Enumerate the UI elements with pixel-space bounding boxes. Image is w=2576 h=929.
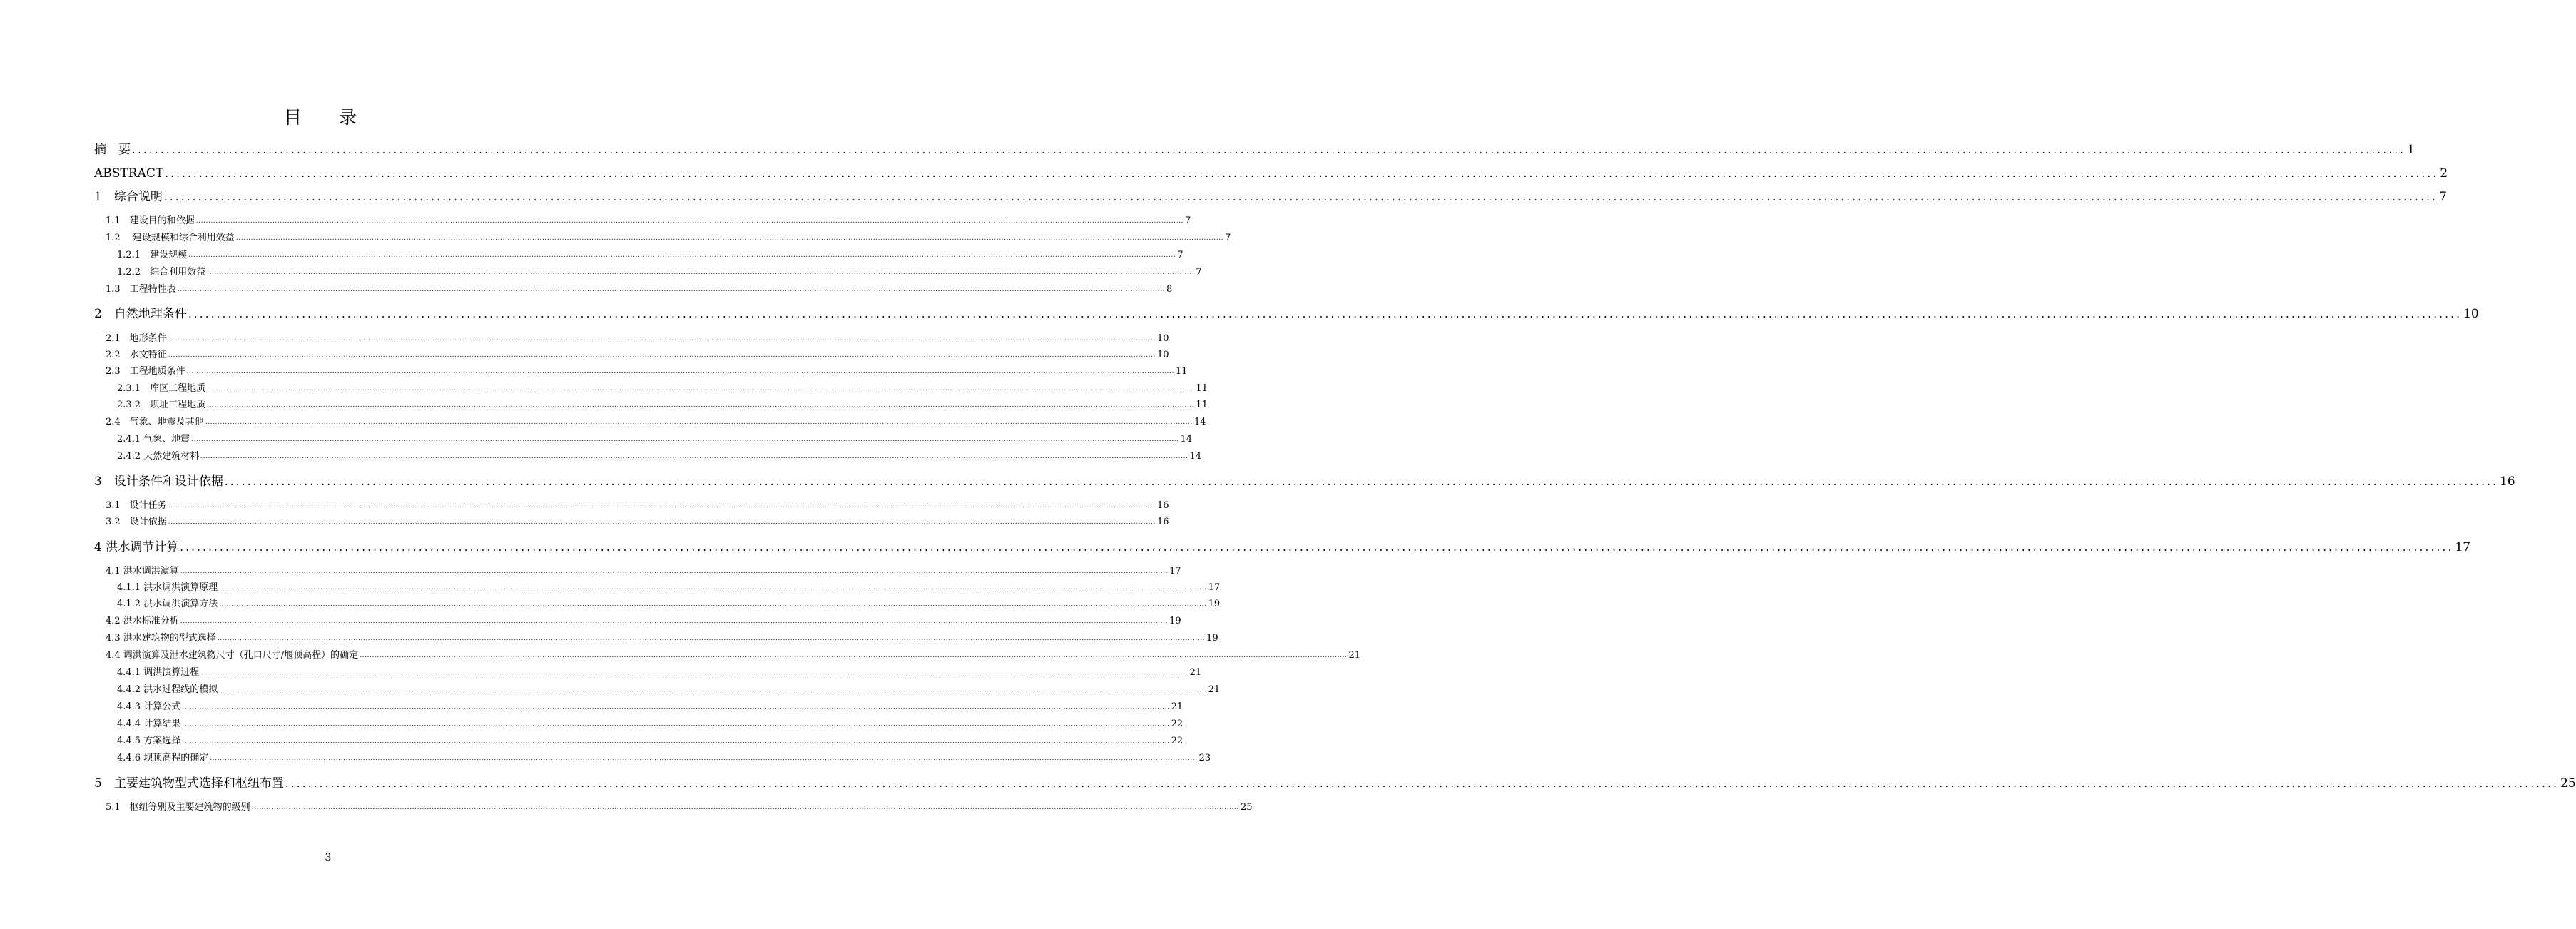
toc-entry[interactable] [106,214,1191,228]
toc-entry-page: 14 [1180,434,1193,445]
toc-entry-page: 21 [1189,667,1202,678]
toc-entry[interactable] [106,231,1231,245]
toc-leader-dots: ................................................................................................................................................................................................................................................................................................................................................................................................................ [200,453,1188,460]
toc-title: 目 录 [284,107,372,128]
toc-entry-label: 1.2 建设规模和综合利用效益 [106,233,235,243]
toc-leader-dots: ................................................................................................................................................................................................................................................................................................................................................................................................................ [207,385,1195,392]
toc-entry-page: 25 [1241,802,1253,813]
toc-entry-label: 5.1 枢纽等别及主要建筑物的级别 [106,802,250,813]
toc-entry-label: 4.4.1 调洪演算过程 [117,667,200,678]
toc-leader-dots: ................................................................................................................................................................................................................................................................................................................................................................................................................ [165,167,2439,180]
toc-leader-dots: ................................................................................................................................................................................................................................................................................................................................................................................................................ [132,143,2406,156]
toc-entry-page: 16 [1157,517,1169,527]
toc-leader-dots: ................................................................................................................................................................................................................................................................................................................................................................................................................ [180,568,1169,575]
toc-entry-page: 17 [1208,582,1221,593]
toc-entry-page: 7 [1177,250,1183,260]
toc-entry-label: 1.2.1 建设规模 [117,250,188,260]
toc-entry-label: 4.4.4 计算结果 [117,719,181,729]
toc-entry[interactable] [106,499,1169,513]
toc-entry-label: 4.4 调洪演算及泄水建筑物尺寸（孔口尺寸/堰顶高程）的确定 [106,650,359,661]
toc-entry-page: 10 [2463,307,2479,321]
toc-leader-dots: ................................................................................................................................................................................................................................................................................................................................................................................................................ [219,686,1207,694]
toc-leader-dots: ................................................................................................................................................................................................................................................................................................................................................................................................................ [210,755,1198,762]
toc-entry-label: 5 主要建筑物型式选择和枢纽布置 [94,776,284,791]
toc-entry[interactable] [117,700,1183,714]
toc-leader-dots: ................................................................................................................................................................................................................................................................................................................................................................................................................ [207,269,1195,276]
toc-entry[interactable] [117,432,1193,447]
toc-entry-label: 2.4 气象、地震及其他 [106,417,204,427]
toc-entry-page: 14 [1194,417,1206,427]
toc-leader-dots: ................................................................................................................................................................................................................................................................................................................................................................................................................ [168,502,1156,509]
toc-entry-label: 3.1 设计任务 [106,500,167,511]
toc-leader-dots: ................................................................................................................................................................................................................................................................................................................................................................................................................ [219,584,1207,592]
toc-entry[interactable] [106,415,1206,430]
toc-leader-dots: ................................................................................................................................................................................................................................................................................................................................................................................................................ [182,738,1170,745]
toc-entry[interactable] [117,717,1183,731]
toc-leader-dots: ................................................................................................................................................................................................................................................................................................................................................................................................................ [224,475,2499,488]
toc-leader-dots: ................................................................................................................................................................................................................................................................................................................................................................................................................ [163,191,2438,203]
toc-entry-label: 4.1.1 洪水调洪演算原理 [117,582,218,593]
toc-entry-label: 4.3 洪水建筑物的型式选择 [106,633,216,644]
toc-entry-page: 21 [1171,701,1183,712]
toc-entry-page: 7 [1185,215,1191,226]
toc-leader-dots: ................................................................................................................................................................................................................................................................................................................................................................................................................ [285,777,2560,790]
toc-leader-dots: ................................................................................................................................................................................................................................................................................................................................................................................................................ [207,402,1195,409]
toc-entry-label: 2 自然地理条件 [94,307,187,321]
toc-entry-page: 23 [1198,753,1211,763]
toc-entry[interactable] [106,614,1181,629]
toc-entry-label: 4.4.5 方案选择 [117,736,181,746]
toc-entry[interactable] [106,801,1253,815]
toc-entry-label: 4.1.2 洪水调洪演算方法 [117,599,218,609]
toc-leader-dots: ................................................................................................................................................................................................................................................................................................................................................................................................................ [251,804,1240,811]
toc-entry[interactable] [117,398,1208,412]
toc-entry-page: 10 [1157,350,1169,360]
toc-entry[interactable] [106,283,1173,297]
toc-entry[interactable] [94,141,2415,158]
toc-entry[interactable] [106,515,1169,529]
toc-entry[interactable] [106,332,1169,346]
toc-entry[interactable] [94,305,2479,323]
toc-entry-page: 21 [1348,650,1361,661]
toc-entry[interactable] [117,734,1183,748]
toc-entry-label: 4.4.6 坝顶高程的确定 [117,753,209,763]
toc-entry-label: 1.3 工程特性表 [106,284,176,295]
toc-entry-page: 11 [1196,383,1208,394]
toc-entry-label: 2.3.2 坝址工程地质 [117,400,206,410]
toc-entry-page: 19 [1169,616,1181,626]
toc-entry-page: 7 [2439,190,2447,204]
toc-entry[interactable] [106,564,1181,579]
toc-entry[interactable] [117,265,1202,280]
toc-entry[interactable] [106,631,1218,646]
toc-entry-page: 17 [2455,540,2471,554]
toc-leader-dots: ................................................................................................................................................................................................................................................................................................................................................................................................................ [168,352,1156,359]
toc-entry[interactable] [117,683,1221,697]
toc-entry-page: 16 [1157,500,1169,511]
toc-entry-label: 2.1 地形条件 [106,333,167,344]
toc-leader-dots: ................................................................................................................................................................................................................................................................................................................................................................................................................ [188,252,1176,259]
toc-entry-label: 1.2.2 综合利用效益 [117,267,206,278]
toc-entry-page: 10 [1157,333,1169,344]
toc-entry-label: 2.3 工程地质条件 [106,366,185,377]
toc-entry-label: 1.1 建设目的和依据 [106,215,195,226]
toc-entry-label: 2.2 水文特征 [106,350,167,360]
toc-leader-dots: ................................................................................................................................................................................................................................................................................................................................................................................................................ [188,308,2463,320]
toc-entry[interactable] [106,365,1188,379]
toc-entry[interactable] [117,450,1202,464]
toc-leader-dots: ................................................................................................................................................................................................................................................................................................................................................................................................................ [168,335,1156,342]
toc-leader-dots: ................................................................................................................................................................................................................................................................................................................................................................................................................ [191,436,1179,443]
toc-entry-label: 3 设计条件和设计依据 [94,474,223,489]
toc-entry-page: 19 [1206,633,1218,644]
toc-entry-label: 4 洪水调节计算 [94,540,179,554]
toc-leader-dots: ................................................................................................................................................................................................................................................................................................................................................................................................................ [186,368,1175,375]
toc-entry[interactable] [117,597,1221,611]
toc-entry-label: 2.4.2 天然建筑材料 [117,451,200,462]
toc-entry-label: 3.2 设计依据 [106,517,167,527]
toc-leader-dots: ................................................................................................................................................................................................................................................................................................................................................................................................................ [360,652,1348,659]
toc-entry-page: 8 [1166,284,1173,295]
toc-leader-dots: ................................................................................................................................................................................................................................................................................................................................................................................................................ [219,601,1207,608]
toc-leader-dots: ................................................................................................................................................................................................................................................................................................................................................................................................................ [205,419,1193,426]
toc-leader-dots: ................................................................................................................................................................................................................................................................................................................................................................................................................ [200,669,1188,676]
toc-entry[interactable] [94,165,2448,182]
toc-entry-page: 1 [2407,143,2415,157]
toc-entry[interactable] [94,473,2515,490]
toc-entry-page: 21 [1208,684,1221,695]
toc-leader-dots: ................................................................................................................................................................................................................................................................................................................................................................................................................ [217,635,1206,642]
toc-entry-page: 25 [2560,776,2576,791]
toc-entry-page: 2 [2440,166,2448,181]
toc-entry-page: 7 [1225,233,1231,243]
toc-entry[interactable] [94,188,2447,205]
toc-entry-page: 11 [1176,366,1188,377]
toc-leader-dots: ................................................................................................................................................................................................................................................................................................................................................................................................................ [182,721,1170,728]
toc-entry[interactable] [117,248,1183,263]
toc-entry-label: ABSTRACT [94,166,164,181]
toc-entry[interactable] [117,666,1202,680]
toc-entry-page: 22 [1171,736,1183,746]
toc-leader-dots: ................................................................................................................................................................................................................................................................................................................................................................................................................ [180,618,1169,625]
toc-leader-dots: ................................................................................................................................................................................................................................................................................................................................................................................................................ [235,235,1224,242]
toc-entry-label: 2.3.1 库区工程地质 [117,383,206,394]
toc-leader-dots: ................................................................................................................................................................................................................................................................................................................................................................................................................ [180,541,2454,554]
toc-entry[interactable] [106,348,1169,362]
toc-entry[interactable] [117,382,1208,396]
toc-entry-label: 4.4.2 洪水过程线的模拟 [117,684,218,695]
toc-entry-page: 22 [1171,719,1183,729]
page-number: -3- [321,852,335,863]
toc-entry[interactable] [117,581,1221,595]
toc-entry[interactable] [94,775,2576,792]
toc-leader-dots: ................................................................................................................................................................................................................................................................................................................................................................................................................ [168,519,1156,526]
toc-leader-dots: ................................................................................................................................................................................................................................................................................................................................................................................................................ [177,286,1166,293]
toc-leader-dots: ................................................................................................................................................................................................................................................................................................................................................................................................................ [182,704,1170,711]
toc-leader-dots: ................................................................................................................................................................................................................................................................................................................................................................................................................ [195,218,1184,225]
toc-entry-label: 摘 要 [94,143,131,157]
toc-entry-page: 17 [1169,566,1181,577]
toc-entry-label: 2.4.1 气象、地震 [117,434,190,445]
toc-entry[interactable] [117,751,1211,766]
toc-entry-page: 11 [1196,400,1208,410]
toc-entry-page: 19 [1208,599,1221,609]
toc-entry[interactable] [106,649,1361,663]
toc-entry-page: 7 [1196,267,1202,278]
toc-entry-label: 4.1 洪水调洪演算 [106,566,179,577]
toc-entry-page: 14 [1189,451,1202,462]
toc-entry-label: 1 综合说明 [94,190,163,204]
toc-entry-label: 4.2 洪水标准分析 [106,616,179,626]
toc-entry-page: 16 [2500,474,2515,489]
toc-entry[interactable] [94,539,2471,556]
toc-entry-label: 4.4.3 计算公式 [117,701,181,712]
